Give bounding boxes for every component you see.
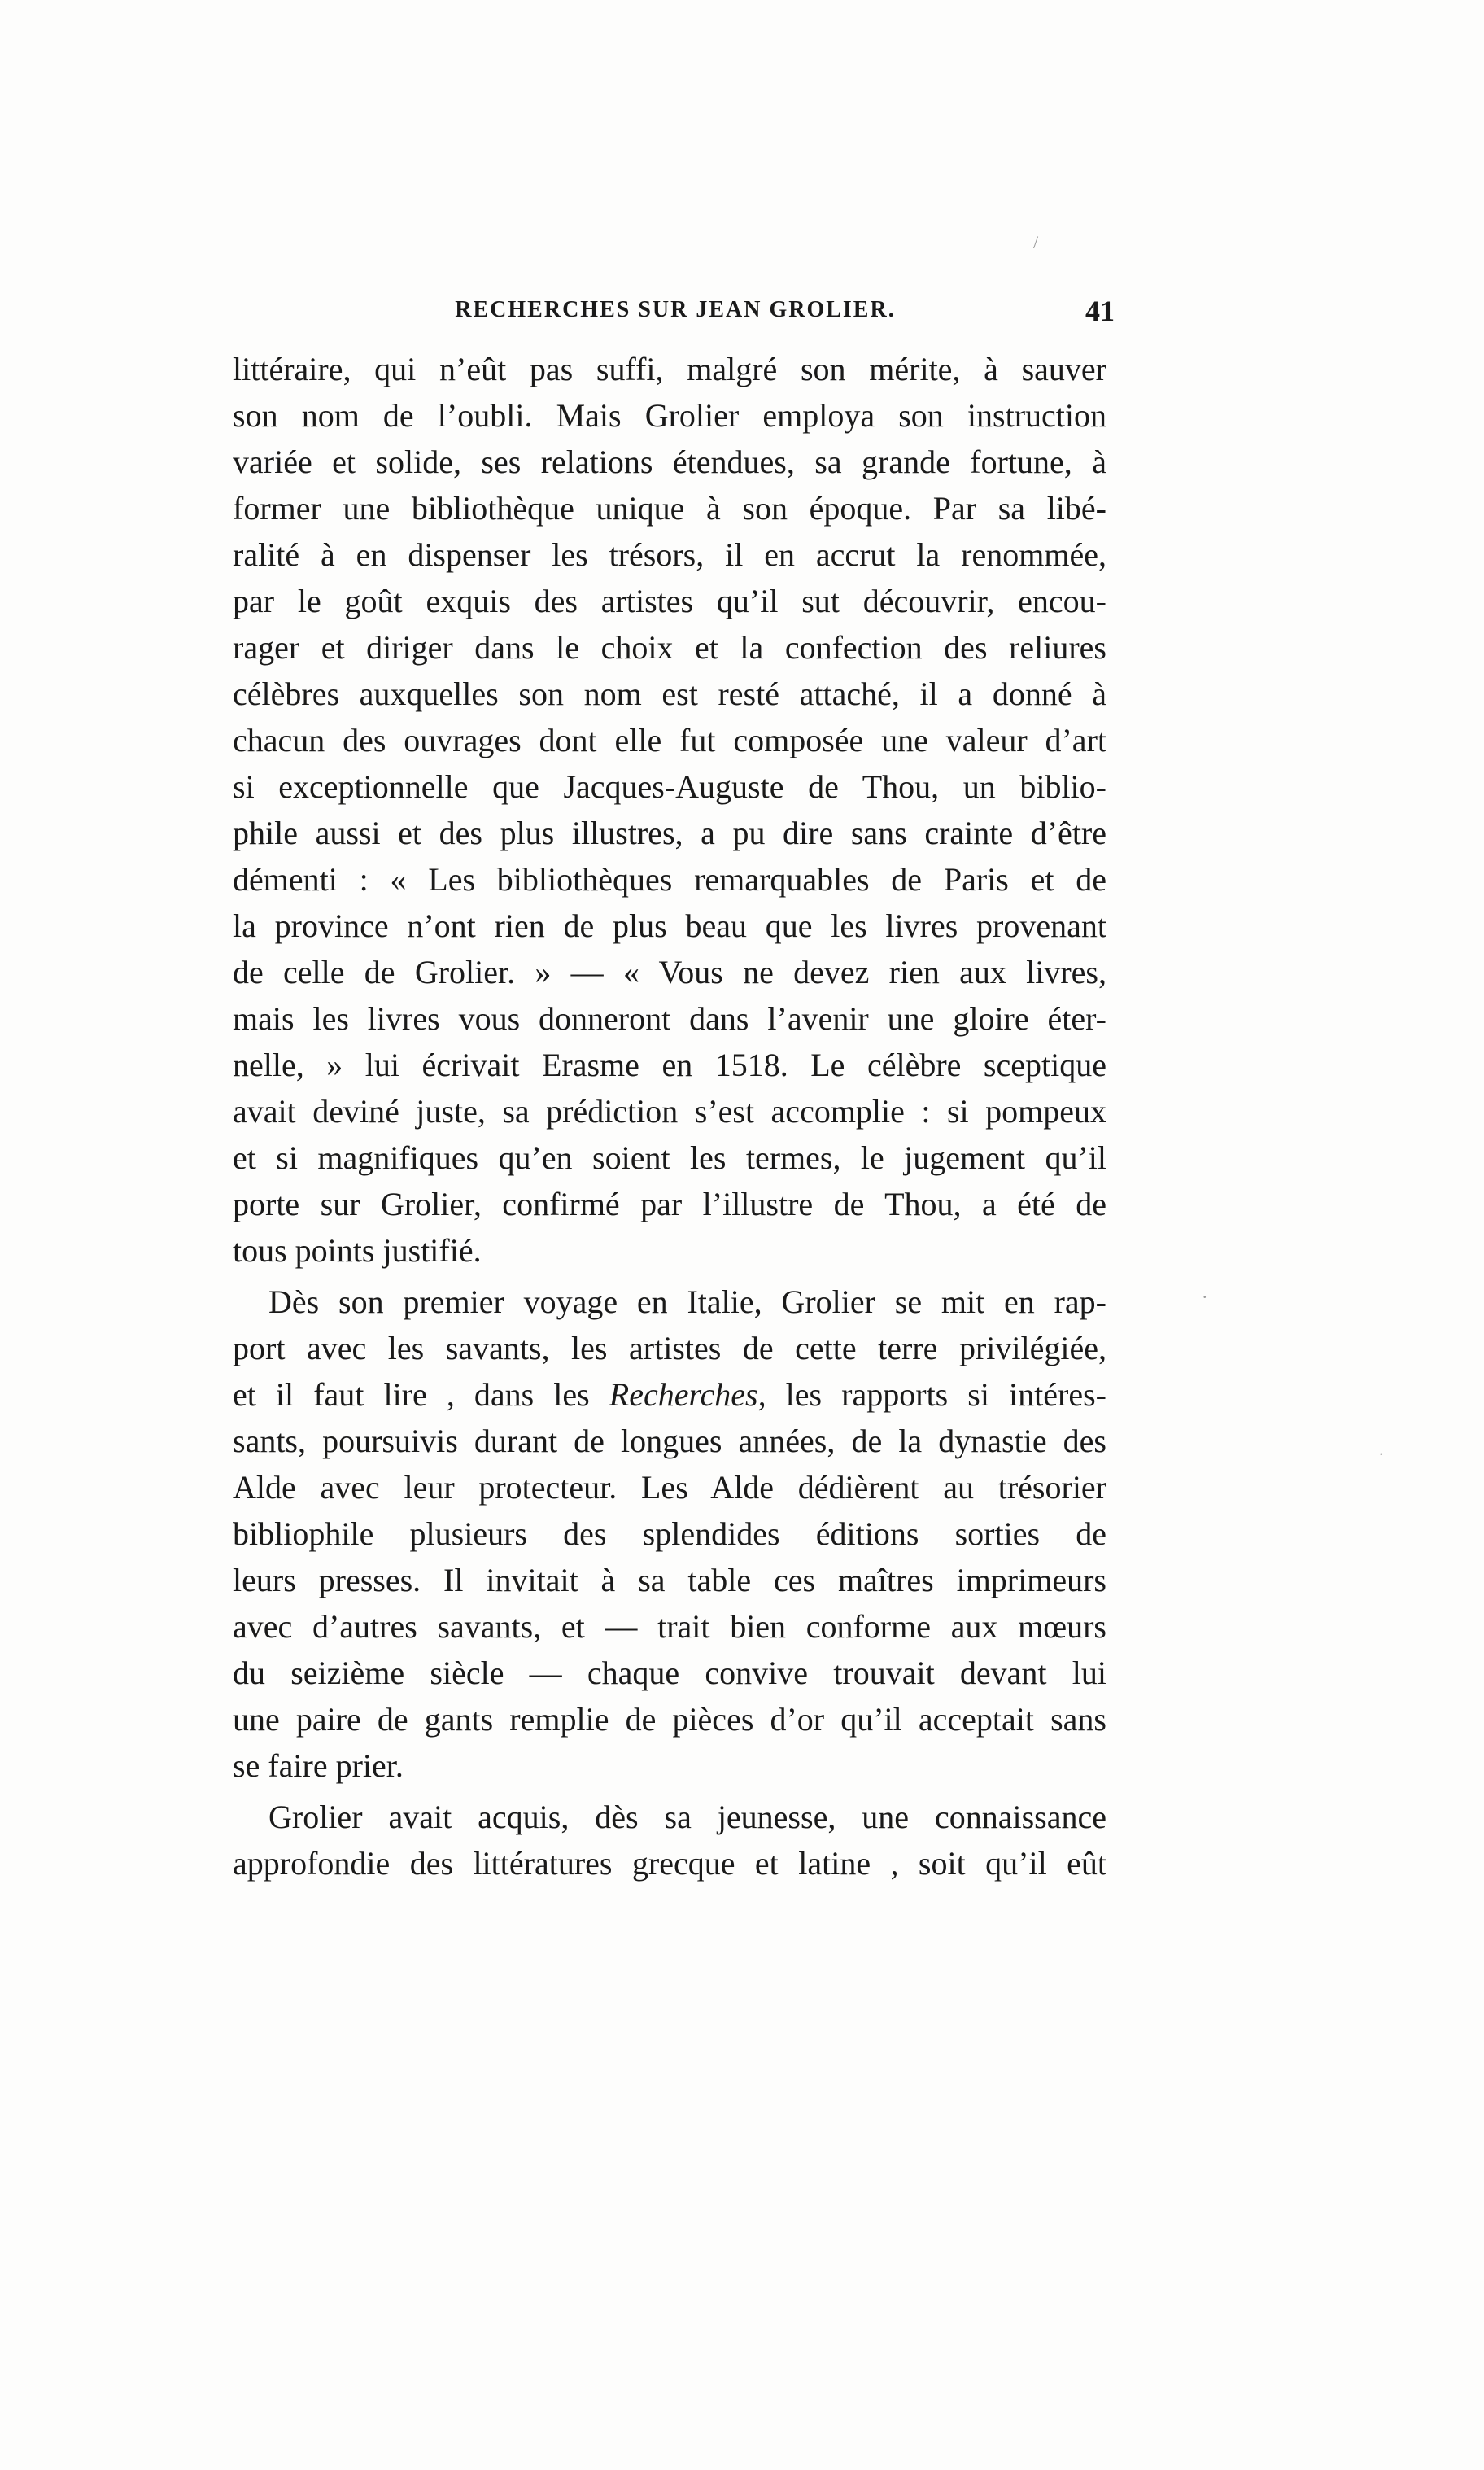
text-line: une paire de gants remplie de pièces d’or qu’il acceptait sans [233,1701,1106,1738]
text-line: leurs presses. Il invitait à sa table ces maîtres imprimeurs [233,1562,1106,1598]
text-line: et si magnifiques qu’en soient les termes, le jugement qu’il [233,1139,1106,1176]
body-text [233,346,1106,1886]
running-head [236,297,1115,338]
text-line: nelle, » lui écrivait Erasme en 1518. Le célèbre sceptique [233,1047,1106,1083]
paragraph-2 [233,1279,1106,1789]
paragraph-1 [233,346,1106,1274]
text-line: ralité à en dispenser les trésors, il en accrut la renommée, [233,536,1106,573]
text-line: chacun des ouvrages dont elle fut composée une valeur d’art [233,722,1106,758]
scan-speck: . [1202,1282,1207,1302]
text-line: son nom de l’oubli. Mais Grolier employa son instruction [233,397,1106,434]
text-line: si exceptionnelle que Jacques-Auguste de Thou, un biblio- [233,768,1106,805]
running-title: RECHERCHES SUR JEAN GROLIER. [455,297,896,322]
text-line: approfondie des littératures grecque et latine , soit qu’il eût [233,1845,1106,1882]
scan-speck: . [1379,1439,1384,1459]
paragraph-3 [233,1794,1106,1886]
text-line: avait deviné juste, sa prédiction s’est accomplie : si pompeux [233,1093,1106,1130]
text-line: littéraire, qui n’eût pas suffi, malgré son mérite, à sauver [233,351,1106,387]
text-line: et il faut lire , dans les Recherches, les rapports si intéres- [233,1376,1106,1413]
text-line: la province n’ont rien de plus beau que les livres provenant [233,907,1106,944]
text-line: former une bibliothèque unique à son époque. Par sa libé- [233,490,1106,527]
text-line: se faire prier. [233,1747,404,1784]
text-line: sants, poursuivis durant de longues années, de la dynastie des [233,1423,1106,1459]
text-line: mais les livres vous donneront dans l’avenir une gloire éter- [233,1000,1106,1037]
book-title-italic: Recherches, [609,1376,766,1413]
text-line: démenti : « Les bibliothèques remarquables de Paris et de [233,861,1106,898]
text-line: phile aussi et des plus illustres, a pu dire sans crainte d’être [233,815,1106,851]
scan-speck: / [1033,232,1039,252]
text-line: Alde avec leur protecteur. Les Alde dédièrent au trésorier [233,1469,1106,1506]
text-line: variée et solide, ses relations étendues, sa grande fortune, à [233,444,1106,480]
text-line: du seizième siècle — chaque convive trouvait devant lui [233,1655,1106,1691]
text-line: tous points justifié. [233,1232,482,1269]
text-line: avec d’autres savants, et — trait bien conforme aux mœurs [233,1608,1106,1645]
text-line: porte sur Grolier, confirmé par l’illustre de Thou, a été de [233,1186,1106,1222]
text-line: port avec les savants, les artistes de cette terre privilégiée, [233,1330,1106,1366]
page-number: 41 [1085,295,1115,327]
text-line: rager et diriger dans le choix et la confection des reliures [233,629,1106,666]
text-line: célèbres auxquelles son nom est resté attaché, il a donné à [233,675,1106,712]
text-line: Dès son premier voyage en Italie, Grolier se mit en rap- [268,1283,1106,1320]
text-line: bibliophile plusieurs des splendides éditions sorties de [233,1515,1106,1552]
text-line: de celle de Grolier. » — « Vous ne devez rien aux livres, [233,954,1106,990]
text-line: Grolier avait acquis, dès sa jeunesse, une connaissance [268,1799,1106,1835]
text-line: par le goût exquis des artistes qu’il sut découvrir, encou- [233,583,1106,619]
